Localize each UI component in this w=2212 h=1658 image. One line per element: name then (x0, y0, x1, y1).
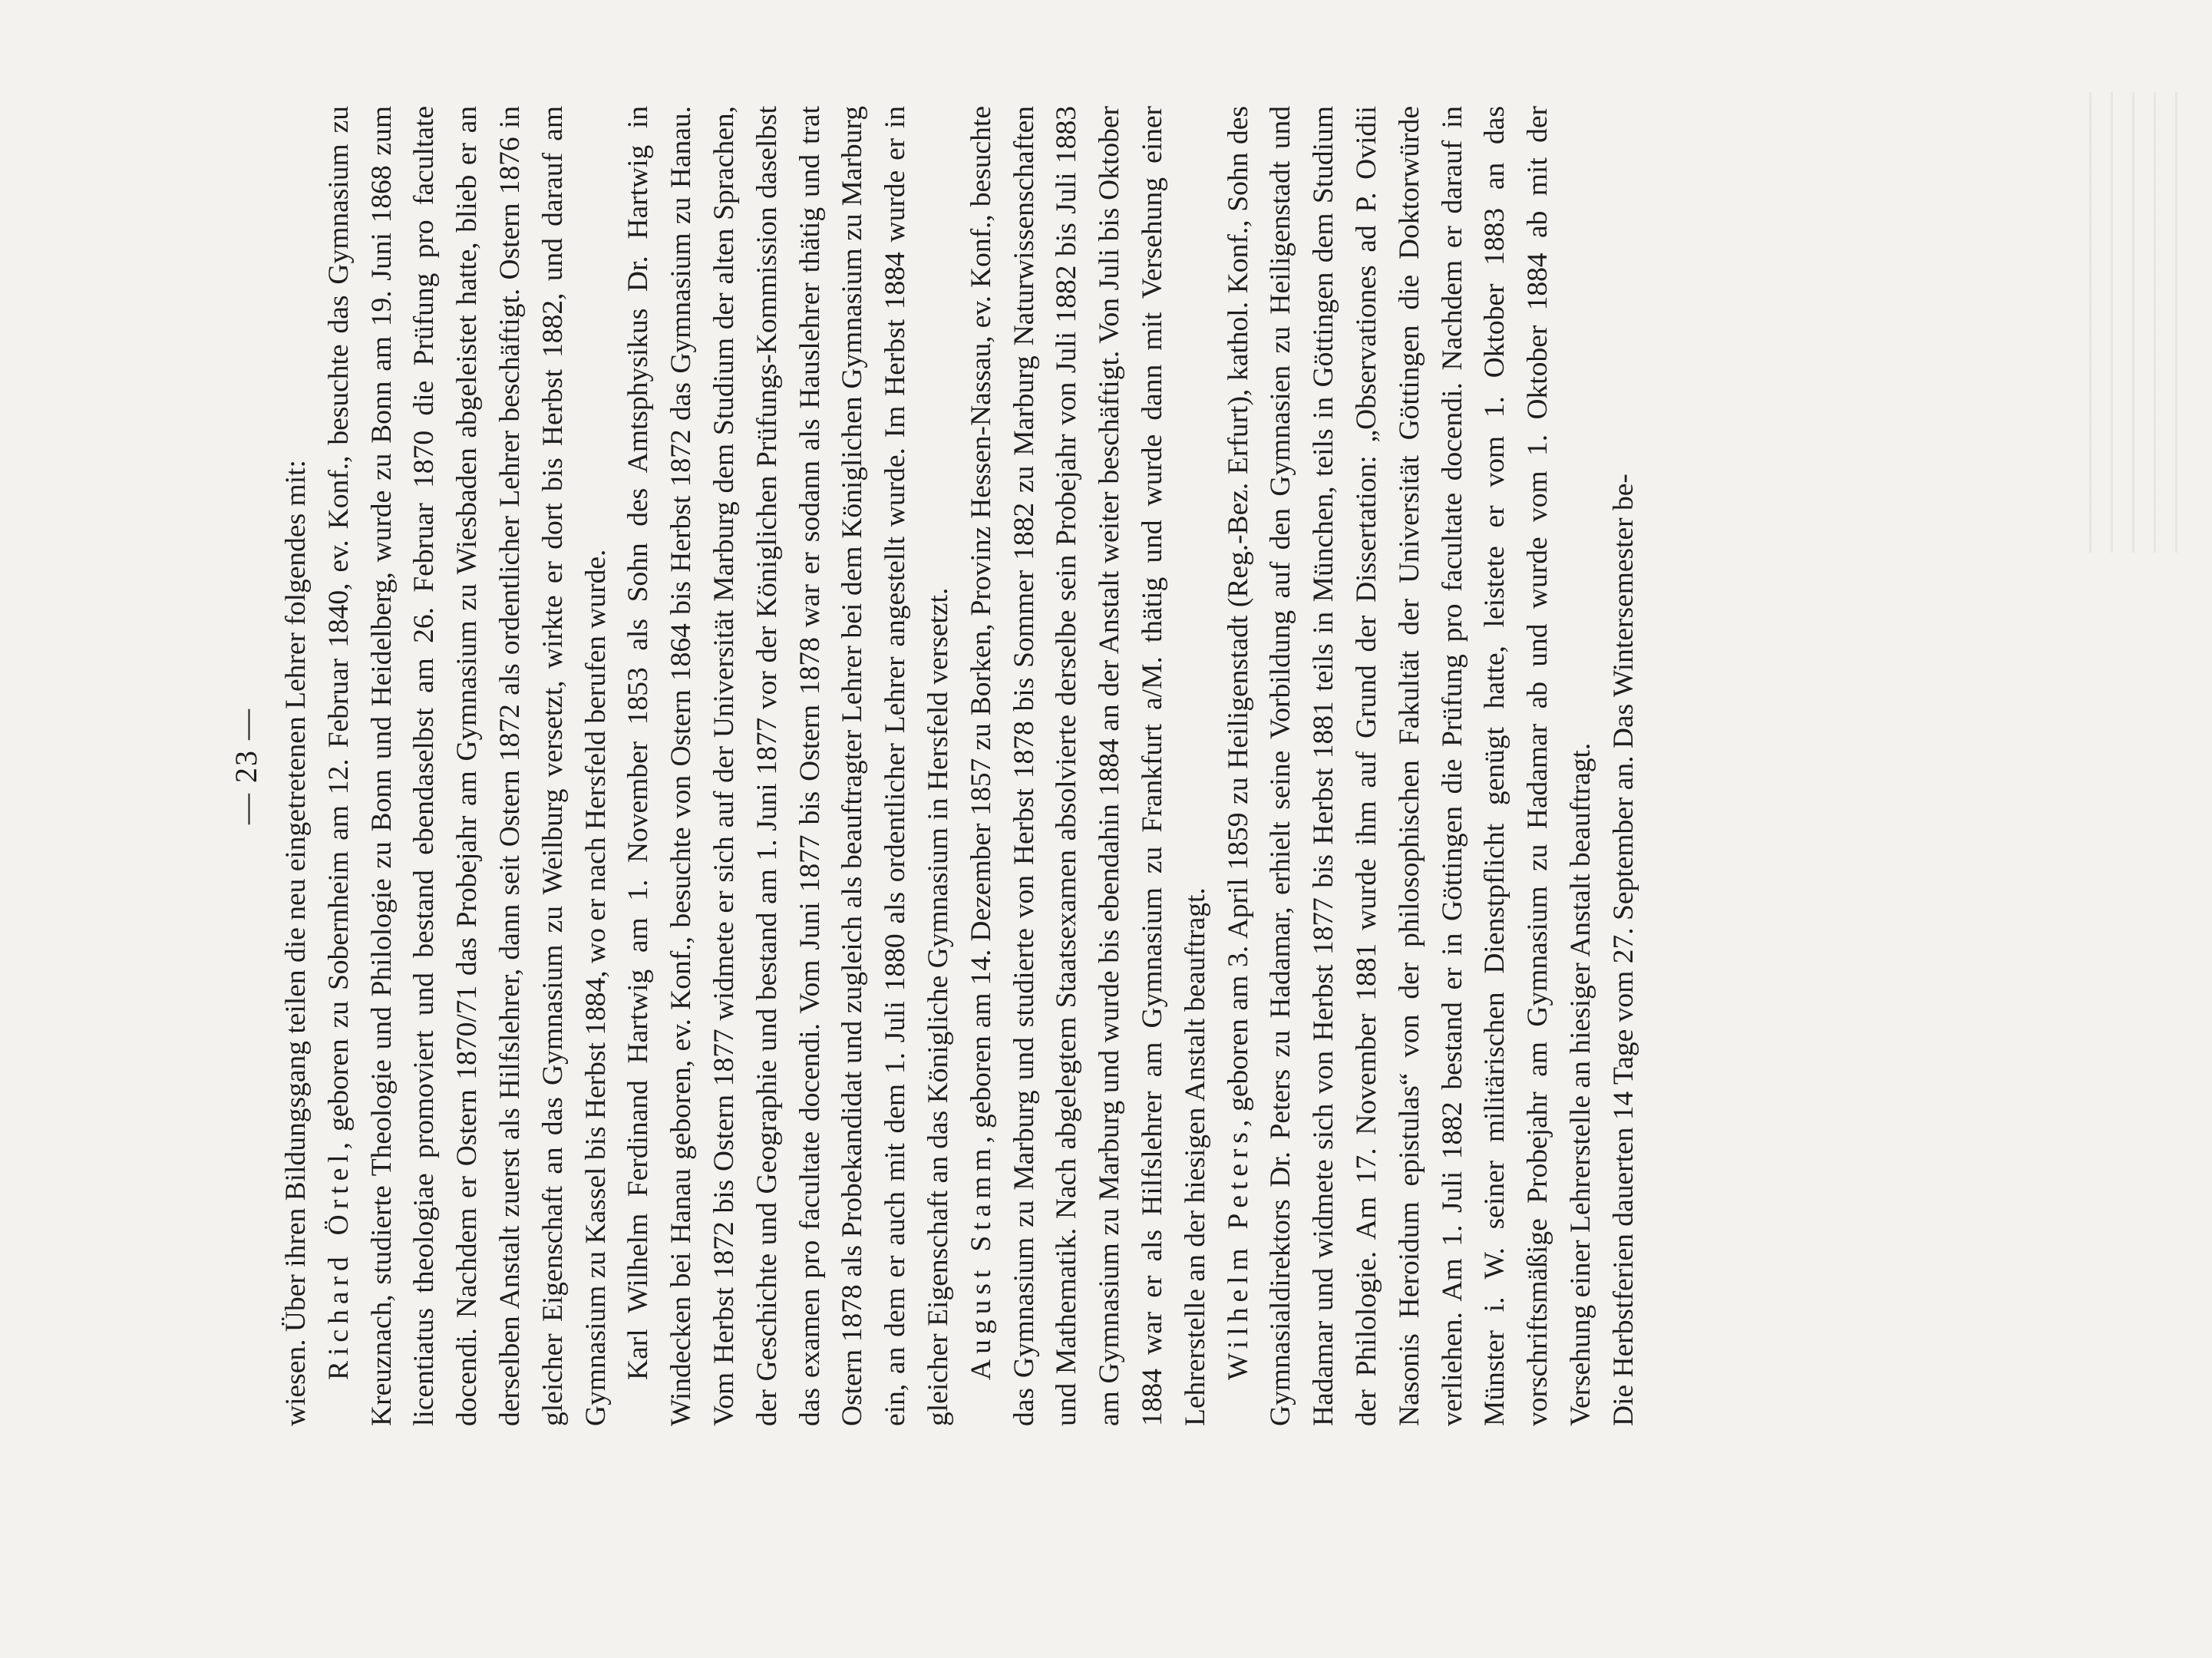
teacher-name: Richard Örtel (322, 1149, 355, 1380)
show-through-shadow (2089, 92, 2181, 553)
rotated-text-block (227, 106, 2000, 1426)
paragraph-text: , geboren am 14. Dezember 1857 zu Borken, Provinz Hessen-Nassau, ev. Konf., besuchte das Gymnasium zu Marburg und studierte von Herbst 1878 bis Sommer 1882 zu Marburg Naturwissenschaften und Mathematik. Nach abgelegtem Staatsexamen absolvierte derselbe sein Probejahr von Juli 1882 bis Juli 1883 am Gymnasium zu Marburg und wurde bis ebendahin 1884 an der Anstalt weiter beschäftigt. Von Juli bis Oktober 1884 war er als Hilfslehrer am Gymnasium zu Frankfurt a/M. thätig und wurde dann mit Versehung einer Lehrerstelle an der hiesigen Anstalt beauftragt. (965, 106, 1211, 1426)
paragraph-hartwig (617, 106, 959, 1426)
page-number: — 23 — (229, 708, 263, 824)
teacher-name: Wilhelm Peters (1222, 1126, 1254, 1380)
teacher-name: Karl Wilhelm Ferdinand Hartwig (622, 969, 655, 1380)
paragraph-text: am 1. November 1853 als Sohn des Amtsphysikus Dr. Hartwig in Windecken bei Hanau geboren, ev. Konf., besuchte von Ostern 1864 bis Herbst 1872 das Gymnasium zu Hanau. Vom Herbst 1872 bis Ostern 1877 widmete er sich auf der Universität Marburg dem Studium der alten Sprachen, der Geschichte und Geographie und bestand am 1. Juni 1877 vor der Königlichen Prüfungs-Kommission daselbst das examen pro facultate docendi. Vom Juni 1877 bis Ostern 1878 war er sodann als Hauslehrer thätig und trat Ostern 1878 als Probekandidat und zugleich als beauftragter Lehrer bei dem Königlichen Gymnasium zu Marburg ein, an dem er auch mit dem 1. Juli 1880 als ordentlicher Lehrer angestellt wurde. Im Herbst 1884 wurde er in gleicher Eigenschaft an das Königliche Gymnasium in Hersfeld versetzt. (622, 106, 954, 1426)
paragraph-stamm (960, 106, 1217, 1426)
teacher-name: August Stamm (965, 1143, 997, 1380)
paragraph-text: Die Herbstferien dauerten 14 Tage vom 27. September an. Das Wintersemester be- (1607, 474, 1639, 1426)
paragraph-oertel (318, 106, 618, 1426)
paragraph-text: , geboren am 3. April 1859 zu Heiligenstadt (Reg.-Bez. Erfurt), kathol. Konf., Sohn des Gymnasialdirektors Dr. Peters zu Hadamar, erhielt seine Vorbildung auf den Gymnasien zu Heiligenstadt und Hadamar und widmete sich von Herbst 1877 bis Herbst 1881 teils in München, teils in Göttingen dem Studium der Philologie. Am 17. November 1881 wurde ihm auf Grund der Dissertation: „Observationes ad P. Ovidii Nasonis Heroidum epistulas“ von der philosophischen Fakultät der Universität Göttingen die Doktorwürde verliehen. Am 1. Juli 1882 bestand er in Göttingen die Prüfung pro facultate docendi. Nachdem er darauf in Münster i. W. seiner militärischen Dienstpflicht genügt hatte, leistete er vom 1. Oktober 1883 an das vorschriftsmäßige Probejahr am Gymnasium zu Hadamar ab und wurde vom 1. Oktober 1884 ab mit der Versehung einer Lehrerstelle an hiesiger Anstalt beauftragt. (1222, 106, 1596, 1426)
paragraph-intro (275, 106, 318, 1426)
paragraph-text: , geboren zu Sobernheim am 12. Februar 1840, ev. Konf., besuchte das Gymnasium zu Kreuznach, studierte Theologie und Philologie zu Bonn und Heidelberg, wurde zu Bonn am 19. Juni 1868 zum licentiatus theologiae promoviert und bestand ebendaselbst am 26. Februar 1870 die Prüfung pro facultate docendi. Nachdem er Ostern 1870/71 das Probejahr am Gymnasium zu Wiesbaden abgeleistet hatte, blieb er an derselben Anstalt zuerst als Hilfslehrer, dann seit Ostern 1872 als ordentlicher Lehrer beschäftigt. Ostern 1876 in gleicher Eigenschaft an das Gymnasium zu Weilburg versetzt, wirkte er dort bis Herbst 1882, und darauf am Gymnasium zu Kassel bis Herbst 1884, wo er nach Hersfeld berufen wurde. (322, 106, 612, 1426)
paragraph-herbstferien (1603, 106, 1646, 1426)
paragraph-text: wiesen. Über ihren Bildungsgang teilen die neu eingetretenen Lehrer folgendes mit: (280, 460, 312, 1426)
paragraph-peters (1217, 106, 1603, 1426)
